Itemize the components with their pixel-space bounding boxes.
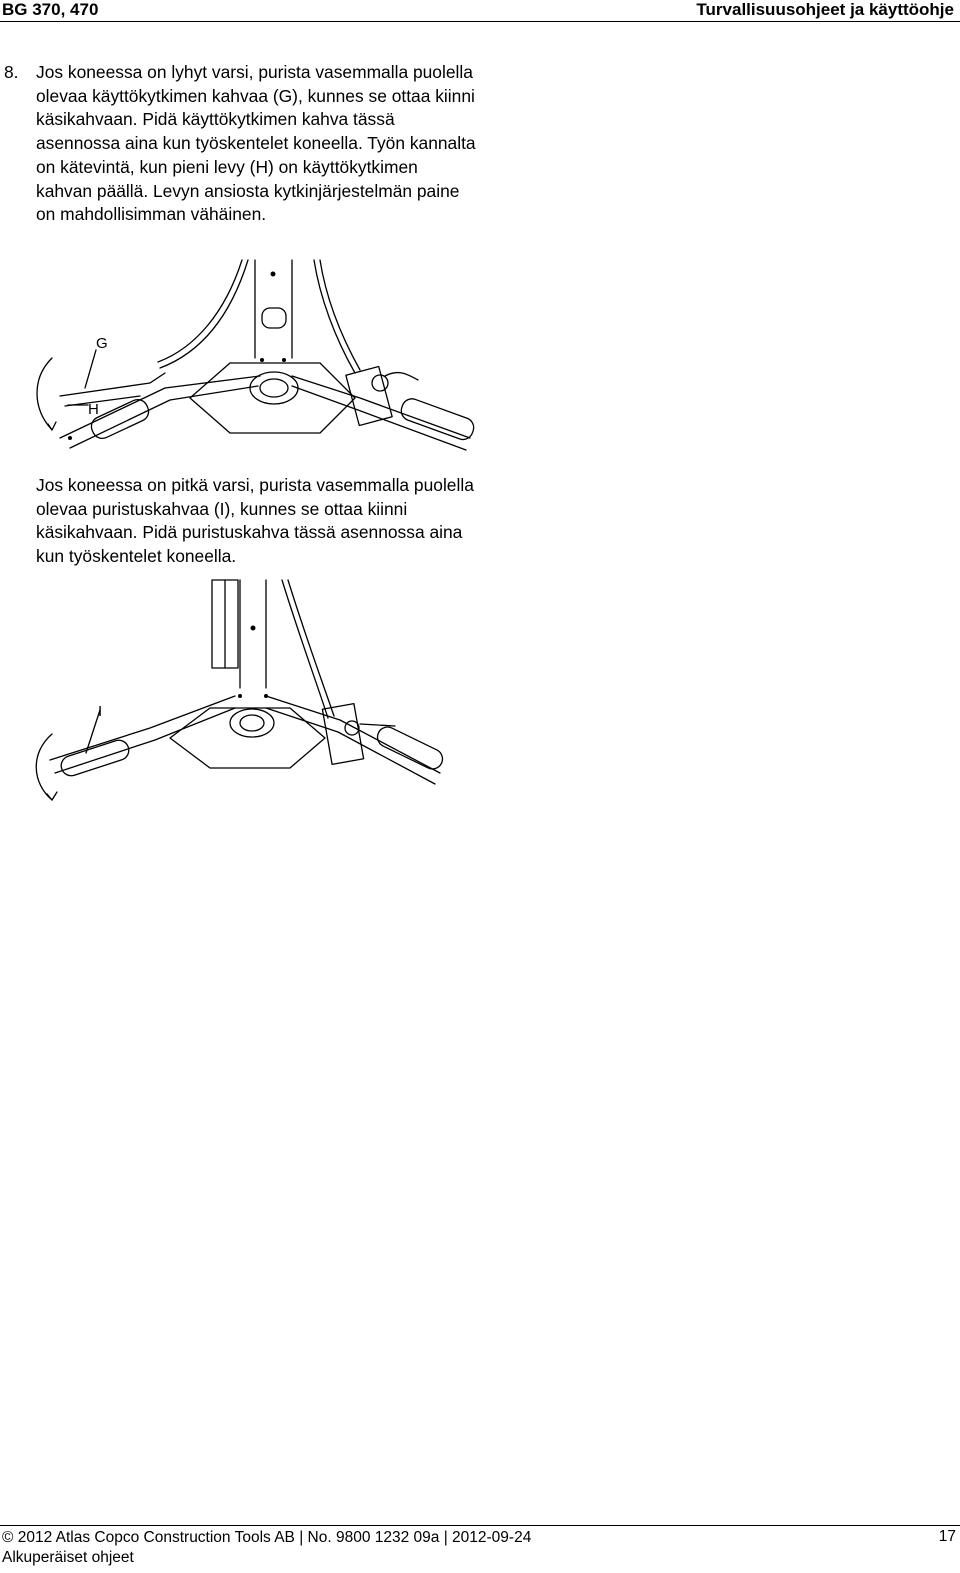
header-right: Turvallisuusohjeet ja käyttöohje <box>696 0 954 19</box>
label-i: I <box>98 703 103 720</box>
page-number: 17 <box>938 1528 956 1545</box>
label-h: H <box>88 401 99 418</box>
header-rule <box>0 21 960 22</box>
section1-number: 8. <box>4 62 19 82</box>
footer-rule <box>0 1525 960 1526</box>
figure-long-shaft-handle <box>30 578 460 808</box>
figure-short-shaft-handle <box>30 258 490 458</box>
section1-text: Jos koneessa on lyhyt varsi, purista vasemmalla puolella olevaa käyttökytkimen kahvaa (G), kunnes se ottaa kiinni käsikahvaan. Pidä käyttökytkimen kahva tässä asennossa aina kun työskentelet koneella. Työn kannalta on kätevintä, kun pieni levy (H) on käyttökytkimen kahvan päällä. Levyn ansiosta kytkinjärjestelmän paine on mahdollisimman vähäinen. <box>36 62 476 225</box>
label-g: G <box>96 335 108 352</box>
footer-note: Alkuperäiset ohjeet <box>2 1549 134 1566</box>
header-left: BG 370, 470 <box>2 0 99 19</box>
section2-text: Jos koneessa on pitkä varsi, purista vasemmalla puolella olevaa puristuskahvaa (I), kunnes se ottaa kiinni käsikahvaan. Pidä puristuskahva tässä asennossa aina kun työskentelet koneella. <box>36 475 474 567</box>
footer-left <box>2 1528 531 1568</box>
footer-copyright: © 2012 Atlas Copco Construction Tools AB | No. 9800 1232 09a | 2012-09-24 <box>2 1529 532 1546</box>
